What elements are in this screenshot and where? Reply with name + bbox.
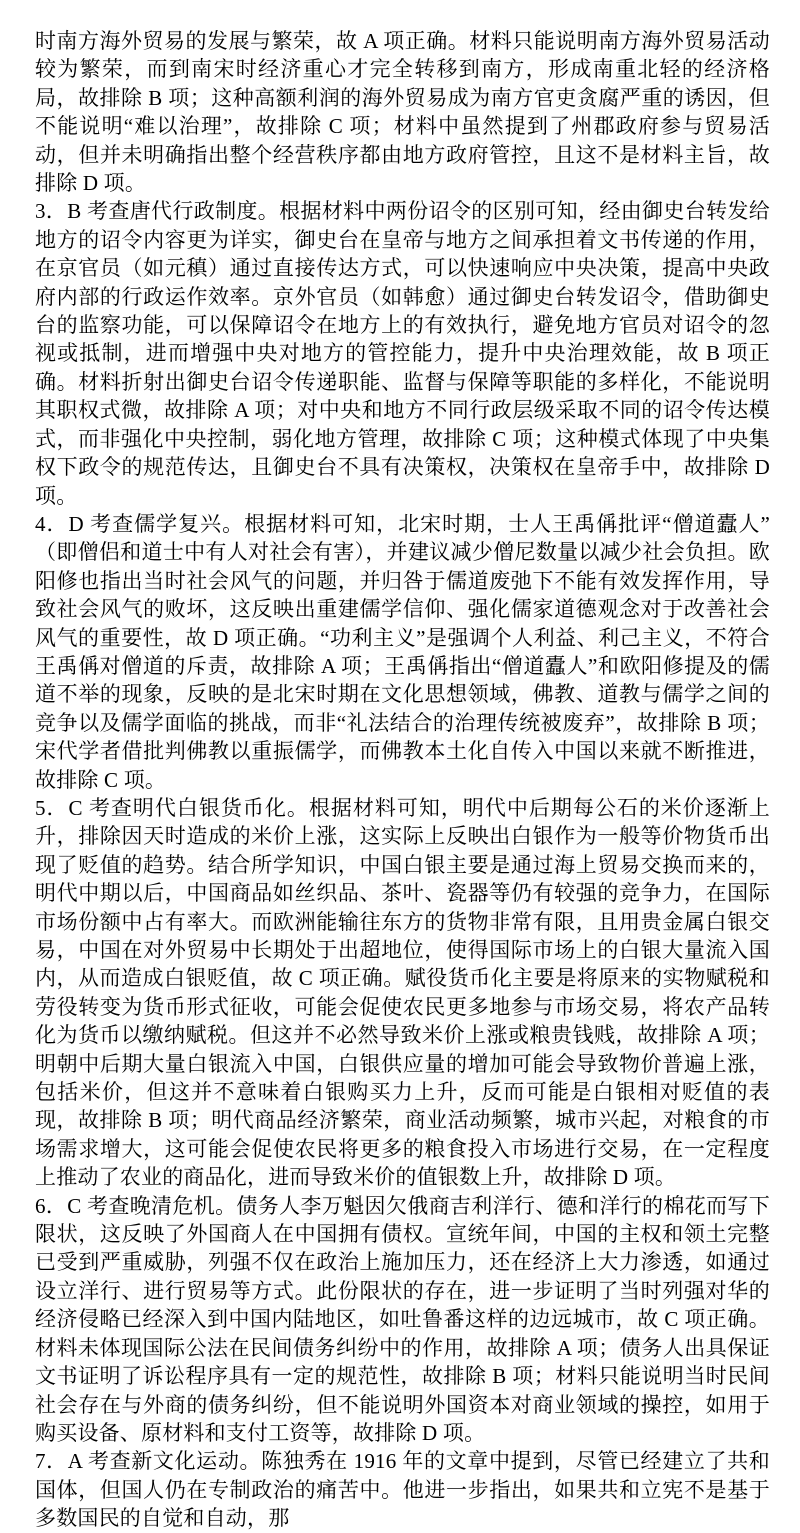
paragraph-answer-6: 6．C 考查晚清危机。债务人李万魁因欠俄商吉利洋行、德和洋行的棉花而写下限状，这反映了外国商人在中国拥有债权。宣统年间，中国的主权和领土完整已受到严重威胁，列强不仅在政治上施加压力，还在经济上大力渗透，如通过设立洋行、进行贸易等方式。此份限状的存在，进一步证明了当时列强对华的经济侵略已经深入到中国内陆地区，如吐鲁番这样的边远城市，故 C 项正确。材料未体现国际公法在民间债务纠纷中的作用，故排除 A 项；债务人出具保证文书证明了诉讼程序具有一定的规范性，故排除 B 项；材料只能说明当时民间社会存在与外商的债务纠纷，但不能说明外国资本对商业领域的操控，如用于购买设备、原材料和支付工资等，故排除 D 项。 xyxy=(35,1193,770,1445)
paragraph-answer-2-continuation: 时南方海外贸易的发展与繁荣，故 A 项正确。材料只能说明南方海外贸易活动较为繁荣，而到南宋时经济重心才完全转移到南方，形成南重北轻的经济格局，故排除 B 项；这种高额利润的海外贸易成为南方官吏贪腐严重的诱因，但不能说明“难以治理”，故排除 C 项；材料中虽然提到了州郡政府参与贸易活动，但并未明确指出整个经营秩序都由地方政府管控，且这不是材料主旨，故排除 D 项。 xyxy=(35,29,770,196)
paragraph-answer-5: 5．C 考查明代白银货币化。根据材料可知，明代中后期每公石的米价逐渐上升，排除因天时造成的米价上涨，这实际上反映出白银作为一般等价物货币出现了贬值的趋势。结合所学知识，中国白银主要是通过海上贸易交换而来的，明代中期以后，中国商品如丝织品、茶叶、瓷器等仍有较强的竞争力，在国际市场份额中占有率大。而欧洲能输往东方的货物非常有限，且用贵金属白银交易，中国在对外贸易中长期处于出超地位，使得国际市场上的白银大量流入国内，从而造成白银贬值，故 C 项正确。赋役货币化主要是将原来的实物赋税和劳役转变为货币形式征收，可能会促使农民更多地参与市场交易，将农产品转化为货币以缴纳赋税。但这并不必然导致米价上涨或粮贵钱贱，故排除 A 项；明朝中后期大量白银流入中国，白银供应量的增加可能会导致物价普遍上涨，包括米价，但这并不意味着白银购买力上升，反而可能是白银相对贬值的表现，故排除 B 项；明代商品经济繁荣，商业活动频繁，城市兴起，对粮食的市场需求增大，这可能会促使农民将更多的粮食投入市场进行交易，在一定程度上推动了农业的商品化，进而导致米价的值银数上升，故排除 D 项。 xyxy=(35,795,770,1190)
paragraph-answer-3: 3．B 考查唐代行政制度。根据材料中两份诏令的区别可知，经由御史台转发给地方的诏令内容更为详实，御史台在皇帝与地方之间承担着文书传递的作用，在京官员（如元稹）通过直接传达方式，可以快速响应中央决策，提高中央政府内部的行政运作效率。京外官员（如韩愈）通过御史台转发诏令，借助御史台的监察功能，可以保障诏令在地方上的有效执行，避免地方官员对诏令的忽视或抵制，进而增强中央对地方的管控能力，提升中央治理效能，故 B 项正确。材料折射出御史台诏令传递职能、监督与保障等职能的多样化，不能说明其职权式微，故排除 A 项；对中央和地方不同行政层级采取不同的诏令传达模式，而非强化中央控制，弱化地方管理，故排除 C 项；这种模式体现了中央集权下政令的规范传达，且御史台不具有决策权，决策权在皇帝手中，故排除 D 项。 xyxy=(35,199,770,508)
paragraph-answer-7: 7．A 考查新文化运动。陈独秀在 1916 年的文章中提到，尽管已经建立了共和国体，但国人仍在专制政治的痛苦中。他进一步指出，如果共和立宪不是基于多数国民的自觉和自动，那 xyxy=(35,1449,770,1531)
paragraph-answer-4: 4．D 考查儒学复兴。根据材料可知，北宋时期，士人王禹偁批评“僧道蠹人”（即僧侣和道士中有人对社会有害），并建议减少僧尼数量以减少社会负担。欧阳修也指出当时社会风气的问题，并归咎于儒道废弛下不能有效发挥作用，导致社会风气的败坏，这反映出重建儒学信仰、强化儒家道德观念对于改善社会风气的重要性，故 D 项正确。“功利主义”是强调个人利益、利己主义，不符合王禹偁对僧道的斥责，故排除 A 项；王禹偁指出“僧道蠹人”和欧阳修提及的儒道不举的现象，反映的是北宋时期在文化思想领域，佛教、道教与儒学之间的竞争以及儒学面临的挑战，而非“礼法结合的治理传统被废弃”，故排除 B 项；宋代学者借批判佛教以重振儒学，而佛教本土化自传入中国以来就不断推进，故排除 C 项。 xyxy=(35,511,770,792)
